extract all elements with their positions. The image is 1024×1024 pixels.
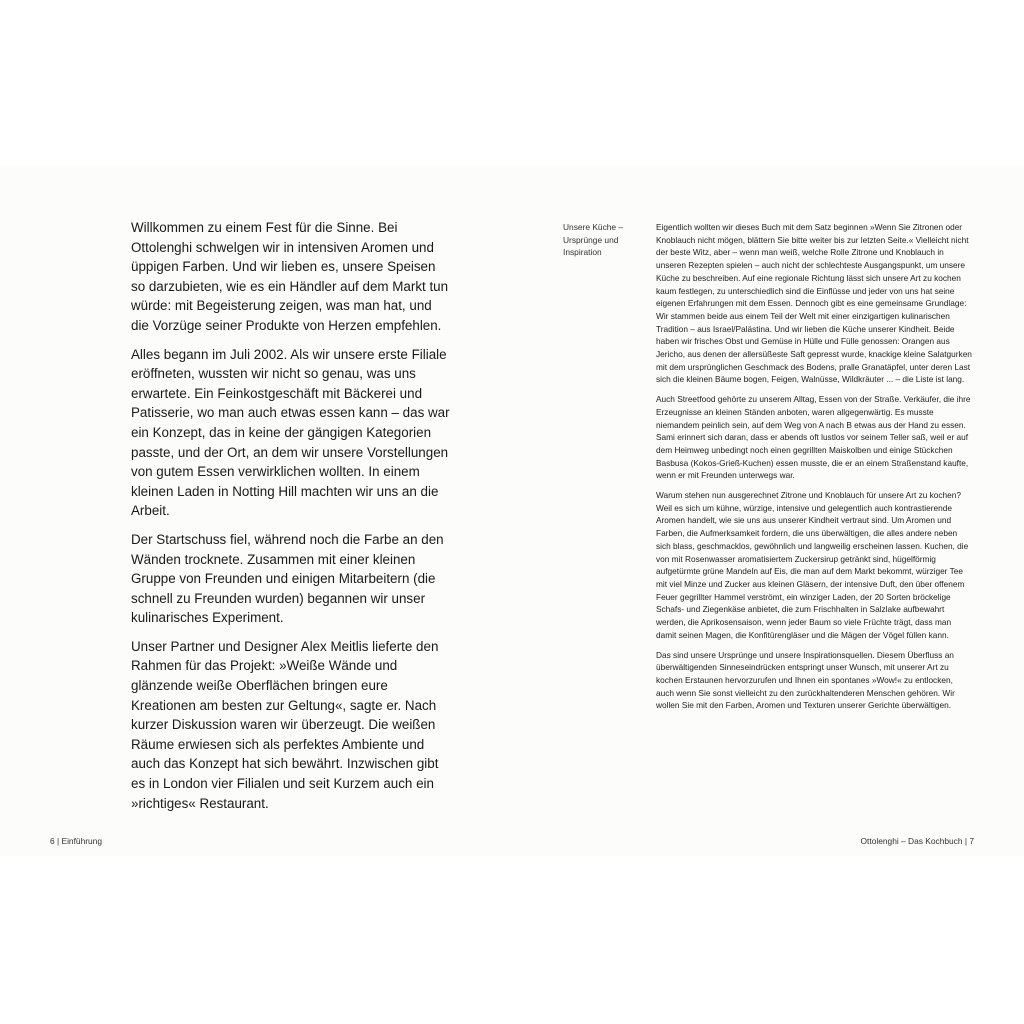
right-page-body bbox=[656, 221, 972, 719]
body-paragraph: Unser Partner und Designer Alex Meitlis lieferte den Rahmen für das Projekt: »Weiße Wände und glänzende weiße Oberflächen bringen eure Kreationen am besten zur Geltung«, sagte er. Nach kurzer Diskussion waren wir überzeugt. Die weißen Räume erwiesen sich als perfektes Ambiente und auch das Konzept hat sich bewährt. Inzwischen gibt es in London vier Filialen und seit Kurzem auch ein »richtiges« Restaurant. bbox=[131, 638, 439, 811]
body-paragraph: Willkommen zu einem Fest für die Sinne. Bei Ottolenghi schwelgen wir in intensiven Aromen und üppigen Farben. Und wir lieben es, unsere Speisen so darzubieten, wie es ein Händler auf dem Markt tun würde: mit Begeisterung zeigen, was man hat, und die Vorzüge seiner Produkte von Herzen empfehlen. bbox=[131, 220, 449, 333]
body-paragraph: Das sind unsere Ursprünge und unsere Inspirationsquellen. Diesem Überfluss an überwältigenden Sinneseindrücken entspringt unser Wunsch, mit unserer Art zu kochen Erstaunen hervorzurufen und Ihnen ein spontanes »Wow!« zu entlocken, auch wenn Sie sonst vielleicht zu den zurückhaltenderen Menschen gehören. Wir wollen Sie mit den Farben, Aromen und Texturen unserer Gerichte überwältigen. bbox=[656, 649, 955, 711]
left-page-folio: 6 | Einführung bbox=[50, 836, 102, 846]
section-side-label: Unsere Küche – Ursprünge und Inspiration bbox=[563, 222, 624, 258]
body-paragraph: Der Startschuss fiel, während noch die Farbe an den Wänden trocknete. Zusammen mit einer kleinen Gruppe von Freunden und einigen Mitarbeitern (die schnell zu Freunden wurden) begannen wir unser kulinarisches Experiment. bbox=[131, 531, 444, 626]
left-page-body bbox=[131, 218, 453, 822]
body-paragraph: Auch Streetfood gehörte zu unserem Alltag, Essen von der Straße. Verkäufer, die ihre Erzeugnisse an kleinen Ständen anboten, waren allgegenwärtig. Es musste niemandem peinlich sein, auf dem Weg von A nach B etwas aus der Hand zu essen. Sami erinnert sich daran, dass er abends oft lustlos vor seinem Teller saß, weil er auf dem Heimweg unbedingt noch einen gegrillten Maiskolben und einige Stückchen Basbusa (Kokos-Grieß-Kuchen) essen musste, die er an einem Straßenstand kaufte, wenn er mit Freunden unterwegs war. bbox=[656, 394, 971, 481]
body-paragraph: Warum stehen nun ausgerechnet Zitrone und Knoblauch für unsere Art zu kochen? Weil es sich um kühne, würzige, intensive und gelegentlich auch kontrastierende Aromen handelt, wie sie uns aus unserer Kindheit vertraut sind. Um Aromen und Farben, die Aufmerksamkeit fordern, die uns überwältigen, die alles andere neben sich blass, geschmacklos, gewöhnlich und langweilig erscheinen lassen. Kuchen, die von mit Rosenwasser aromatisiertem Zuckersirup getränkt sind, hügelförmig aufgetürmte grüne Mandeln auf Eis, die man auf dem Markt bekommt, würziger Tee mit viel Minze und Zucker aus kleinen Gläsern, der intensive Duft, den über offenem Feuer gegrillter Hammel verströmt, ein winziger Laden, der 20 Sorten bröckelige Schafs- und Ziegenkäse anbietet, die zum Frischhalten in Salzlake aufbewahrt werden, die Aprikosensaison, wenn jeder Baum so viele Früchte trägt, dass man damit seinen Magen, die Konfitürengläser und die Mägen der Vögel füllen kann. bbox=[656, 490, 969, 640]
body-paragraph: Eigentlich wollten wir dieses Buch mit dem Satz beginnen »Wenn Sie Zitronen oder Knoblauch nicht mögen, blättern Sie bitte weiter bis zur letzten Seite.« Vielleicht nicht der beste Witz, aber – wenn man weiß, welche Rolle Zitrone und Knoblauch in unseren Rezepten spielen – auch nicht der schlechteste Ausgangspunkt, um unsere Küche zu beschreiben. Auf eine regionale Richtung lässt sich unsere Art zu kochen kaum festlegen, zu unterschiedlich sind die Einflüsse und jeder von uns hat seine eigenen Erfahrungen mit dem Essen. Dennoch gibt es eine gemeinsame Grundlage: Wir stammen beide aus einem Teil der Welt mit einer einzigartigen kulinarischen Tradition – aus Israel/Palästina. Und wir lieben die Küche unserer Kindheit. Beide haben wir frisches Obst und Gemüse in Hülle und Fülle genossen: Orangen aus Jericho, aus denen der allersüßeste Saft gepresst wurde, knackige kleine Salatgurken mit dem ursprünglichen Geschmack des Bodens, pralle Granatäpfel, unter deren Last sich die kleinen Bäume bogen, Feigen, Walnüsse, Wildkräuter ... – die Liste ist lang. bbox=[656, 222, 972, 385]
body-paragraph: Alles begann im Juli 2002. Als wir unsere erste Filiale eröffneten, wussten wir nicht so genau, was uns erwartete. Ein Feinkostgeschäft mit Bäckerei und Patisserie, wo man auch etwas essen kann – das war ein Konzept, das in keine der gängigen Kategorien passte, und der Ort, an dem wir unsere Vorstellungen von gutem Essen verwirklichen wollten. In einem kleinen Laden in Notting Hill machten wir uns an die Arbeit. bbox=[131, 346, 450, 519]
right-page-folio: Ottolenghi – Das Kochbuch | 7 bbox=[860, 836, 974, 846]
